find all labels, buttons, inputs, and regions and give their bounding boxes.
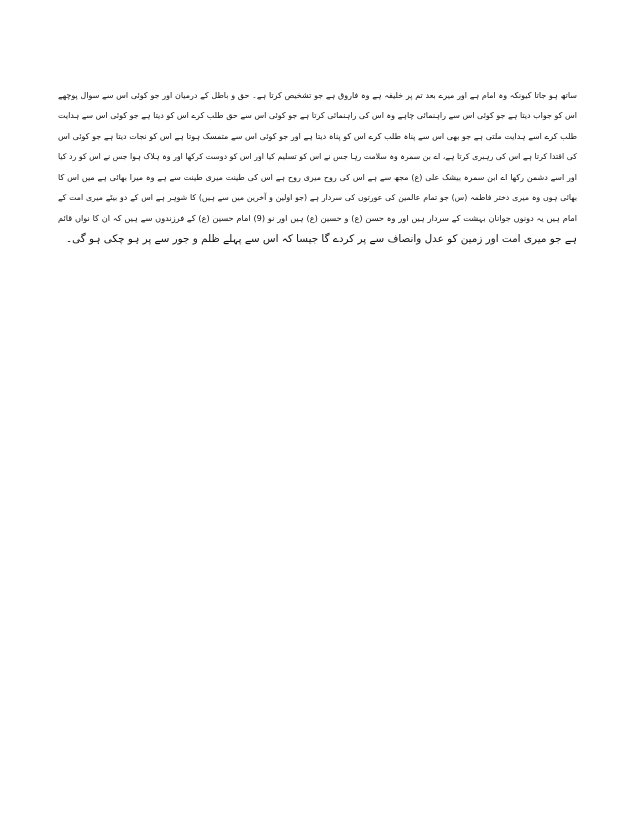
paragraph-line-6: بھائی ہوں وہ میری دختر فاطمہ (س) جو تمام عالمین کی عورتوں کی سردار ہے (جو اولین و آخرین میں سے ہیں) کا شوہر ہے اس کے دو بیٹے میری امت کے [58,192,577,202]
paragraph-line-5: اور اسے دشمن رکھا اے ابن سمرہ بیشک علی (ع) مجھ سے ہے اس کی روح میری روح ہے اس کی طینت میری طینت سے ہے وہ میرا بھائی ہے میں اس کا [58,172,577,182]
paragraph-line-3: طلب کرے اسے ہدایت ملتی ہے جو بھی اس سے پناہ طلب کرے اس کو پناہ دیتا ہے اور جو کوئی اس سے متمسک ہوتا ہے اس کو نجات دیتا ہے جو کوئی اس [58,131,577,141]
paragraph-line-7: امام ہیں یہ دونوں جوانان بہشت کے سردار ہیں اور وہ حسن (ع) و حسین (ع) ہیں اور نو (9) امام حسین (ع) کے فرزندوں سے ہیں کہ ان کا نواں قائم [58,213,577,224]
paragraph-line-1: ساتھ ہو جاتا کیونکہ وہ امام ہے اور میرے بعد تم پر خلیفہ ہے وہ فاروق ہے جو تشخیص کرتا ہے۔ حق و باطل کے درمیان اور جو کوئی اس سے سوال پوچھے [58,91,577,100]
urdu-paragraph [58,86,577,249]
paragraph-line-2: اس کو جواب دیتا ہے جو کوئی اس سے راہنمائی چاہے وہ اس کی راہنمائی کرتا ہے جو کوئی اس سے حق طلب کرے اس کو دیتا ہے جو کوئی اس سے ہدایت [58,111,577,121]
paragraph-line-4: کی اقتدا کرتا ہے اس کی رہبری کرتا ہے، اے بن سمرہ وہ سلامت رہا جس نے اس کو تسلیم کیا اور اس کو دوست کرکھا اور وہ ہلاک ہوا جس نے اس کو رد کیا [58,152,577,162]
paragraph-line-8: ہے جو میری امت اور زمین کو عدل وانصاف سے پر کردے گا جیسا کہ اس سے پہلے ظلم و جور سے پر ہو چکی ہو گی۔ [65,232,577,245]
